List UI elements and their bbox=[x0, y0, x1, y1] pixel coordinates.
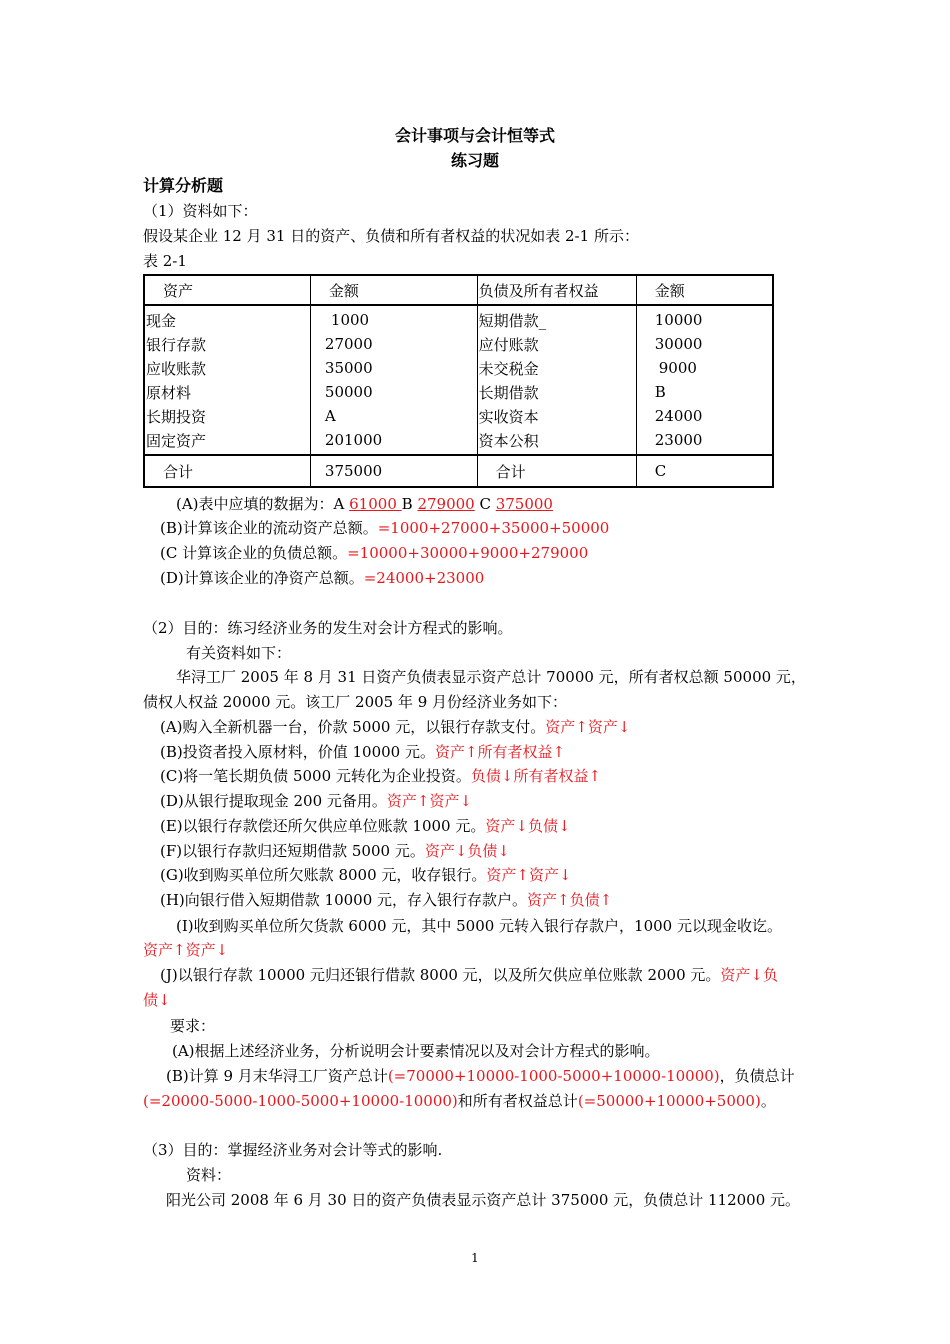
q2-item-i-answer: 资产↑资产↓ bbox=[143, 941, 229, 959]
q2-item-answer: 资产↑资产↓ bbox=[386, 792, 473, 810]
table-cell: 原材料 bbox=[146, 383, 192, 402]
q2-item-text: (C)将一笔长期负债 5000 元转化为企业投资。 bbox=[160, 767, 471, 785]
table-cell: 固定资产 bbox=[146, 431, 207, 450]
q1-question-d bbox=[160, 568, 484, 588]
q3-info: 资料： bbox=[186, 1166, 232, 1184]
q2-item-answer: 资产↑所有者权益↑ bbox=[434, 743, 566, 761]
req-b-equity-formula: (=50000+10000+5000) bbox=[577, 1092, 761, 1110]
table-row bbox=[144, 380, 773, 404]
q2-item bbox=[160, 742, 565, 762]
q3-para: 阳光公司 2008 年 6 月 30 日的资产负债表显示资产总计 375000 元，负债总计 112000 元。 bbox=[166, 1191, 801, 1209]
table-cell: 银行存款 bbox=[146, 335, 207, 354]
req-b-end: 。 bbox=[760, 1092, 776, 1110]
q2-para-2: 债权人权益 20000 元。该工厂 2005 年 9 月份经济业务如下： bbox=[143, 693, 568, 711]
answer-b-value: 279000 bbox=[417, 495, 475, 513]
q2-item bbox=[160, 841, 510, 861]
q2-item-i-text: (I)收到购买单位所欠货款 6000 元，其中 5000 元转入银行存款户，1000 元以现金收讫。 bbox=[176, 917, 782, 935]
table-cell: 未交税金 bbox=[477, 356, 636, 380]
q2-item-answer: 资产↑负债↑ bbox=[527, 891, 613, 909]
q2-item bbox=[160, 865, 572, 885]
q2-item-j-answer: 资产↓负 bbox=[720, 966, 778, 984]
total-liabilities-value: C bbox=[636, 455, 773, 487]
q2-item-text: (G)收到购买单位所欠账款 8000 元，收存银行。 bbox=[160, 866, 487, 884]
q2-item-j-answer-cont: 债↓ bbox=[143, 991, 171, 1009]
q1-c-answer: =10000+30000+9000+279000 bbox=[347, 544, 589, 562]
table-row bbox=[144, 356, 773, 380]
q2-item bbox=[160, 766, 601, 786]
q2-item bbox=[160, 791, 472, 811]
q2-item bbox=[160, 816, 571, 836]
table-cell: 201000 bbox=[310, 428, 477, 455]
table-cell: 27000 bbox=[310, 332, 477, 356]
q1-question-b bbox=[160, 518, 609, 538]
q1-answer-a bbox=[176, 494, 553, 514]
table-label: 表 2-1 bbox=[143, 252, 187, 270]
req-b-equity-label: 和所有者权益总计 bbox=[457, 1092, 578, 1110]
total-label-liabilities: 合计 bbox=[477, 455, 636, 487]
table-cell: 实收资本 bbox=[477, 404, 636, 428]
q1-b-text: (B)计算该企业的流动资产总额。 bbox=[160, 519, 378, 537]
q2-item-answer: 资产↓负债↓ bbox=[424, 842, 510, 860]
table-row bbox=[144, 428, 773, 455]
header-liabilities-equity: 负债及所有者权益 bbox=[477, 275, 636, 305]
q1-intro: （1）资料如下： bbox=[143, 202, 258, 220]
q2-item-text: (F)以银行存款归还短期借款 5000 元。 bbox=[160, 842, 425, 860]
table-cell: A bbox=[310, 404, 477, 428]
page-number: 1 bbox=[471, 1251, 479, 1265]
answer-a-value: 61000 bbox=[349, 495, 402, 513]
section-heading: 计算分析题 bbox=[143, 176, 224, 195]
q1-b-label: B bbox=[401, 495, 418, 513]
answer-c-value: 375000 bbox=[495, 495, 553, 513]
total-assets-value: 375000 bbox=[310, 455, 477, 487]
q1-description: 假设某企业 12 月 31 日的资产、负债和所有者权益的状况如表 2-1 所示： bbox=[143, 227, 639, 245]
q1-question-c bbox=[160, 543, 588, 563]
table-cell: 9000 bbox=[636, 356, 773, 380]
table-cell: 35000 bbox=[310, 356, 477, 380]
table-cell: 长期投资 bbox=[146, 407, 207, 426]
req-b-debt-label: ，负债总计 bbox=[719, 1067, 795, 1085]
table-cell: 应付账款 bbox=[477, 332, 636, 356]
q2-para-1: 华浔工厂 2005 年 8 月 31 日资产负债表显示资产总计 70000 元，所有者权总额 50000 元， bbox=[176, 668, 806, 686]
q2-item-answer: 资产↑资产↓ bbox=[486, 866, 572, 884]
table-cell: 30000 bbox=[636, 332, 773, 356]
q2-item-j-text: (J)以银行存款 10000 元归还银行借款 8000 元，以及所欠供应单位账款 2000 元。 bbox=[160, 966, 721, 984]
q2-item-answer: 资产↓负债↓ bbox=[485, 817, 571, 835]
document-subtitle: 练习题 bbox=[450, 151, 499, 170]
q2-item bbox=[160, 717, 630, 737]
req-b-text: (B)计算 9 月末华浔工厂资产总计 bbox=[166, 1067, 388, 1085]
total-label-assets: 合计 bbox=[144, 455, 310, 487]
q2-item-j bbox=[160, 965, 778, 985]
table-cell: 23000 bbox=[636, 428, 773, 455]
table-row bbox=[144, 332, 773, 356]
q2-item-text: (E)以银行存款偿还所欠供应单位账款 1000 元。 bbox=[160, 817, 486, 835]
q1-c-label: C bbox=[474, 495, 496, 513]
q2-item-text: (B)投资者投入原材料，价值 10000 元。 bbox=[160, 743, 435, 761]
table-row bbox=[144, 404, 773, 428]
q2-item-answer: 负债↓所有者权益↑ bbox=[470, 767, 602, 785]
table-cell: 应收账款 bbox=[146, 359, 207, 378]
table-cell: 短期借款_ bbox=[477, 305, 636, 332]
table-cell: 长期借款 bbox=[477, 380, 636, 404]
table-cell: 50000 bbox=[310, 380, 477, 404]
table-row bbox=[144, 305, 773, 332]
q1-b-answer: =1000+27000+35000+50000 bbox=[377, 519, 610, 537]
table-header-row bbox=[144, 275, 773, 305]
table-cell: 10000 bbox=[636, 305, 773, 332]
q2-item-answer: 资产↑资产↓ bbox=[545, 718, 631, 736]
q2-intro: （2）目的：练习经济业务的发生对会计方程式的影响。 bbox=[143, 619, 513, 637]
q2-info: 有关资料如下： bbox=[186, 644, 292, 662]
balance-table bbox=[143, 274, 774, 488]
q1-d-answer: =24000+23000 bbox=[363, 569, 485, 587]
q2-requirement-label: 要求： bbox=[170, 1017, 216, 1035]
table-cell: 资本公积 bbox=[477, 428, 636, 455]
q2-requirement-a: (A)根据上述经济业务，分析说明会计要素情况以及对会计方程式的影响。 bbox=[172, 1042, 660, 1060]
table-cell: 1000 bbox=[310, 305, 477, 332]
q1-d-text: (D)计算该企业的净资产总额。 bbox=[160, 569, 364, 587]
q2-item bbox=[160, 890, 612, 910]
req-b-debt-formula: (=20000-5000-1000-5000+10000-10000) bbox=[143, 1092, 458, 1110]
table-cell: 现金 bbox=[146, 311, 177, 330]
q2-item-text: (H)向银行借入短期借款 10000 元，存入银行存款户。 bbox=[160, 891, 528, 909]
table-cell: 24000 bbox=[636, 404, 773, 428]
q2-item-text: (D)从银行提取现金 200 元备用。 bbox=[160, 792, 387, 810]
q3-intro: （3）目的：掌握经济业务对会计等式的影响. bbox=[143, 1141, 443, 1159]
q1-a-prefix: (A)表中应填的数据为：A bbox=[176, 495, 350, 513]
document-title: 会计事项与会计恒等式 bbox=[394, 126, 555, 145]
q1-c-text: (C 计算该企业的负债总额。 bbox=[160, 544, 348, 562]
table-cell: B bbox=[636, 380, 773, 404]
header-assets: 资产 bbox=[144, 275, 310, 305]
header-amount: 金额 bbox=[310, 275, 477, 305]
q2-requirement-b bbox=[166, 1066, 795, 1086]
q2-item-text: (A)购入全新机器一台，价款 5000 元，以银行存款支付。 bbox=[160, 718, 546, 736]
req-b-asset-formula: (=70000+10000-1000-5000+10000-10000) bbox=[387, 1067, 720, 1085]
q2-requirement-b-cont bbox=[143, 1091, 776, 1111]
table-total-row bbox=[144, 455, 773, 487]
header-amount-2: 金额 bbox=[636, 275, 773, 305]
